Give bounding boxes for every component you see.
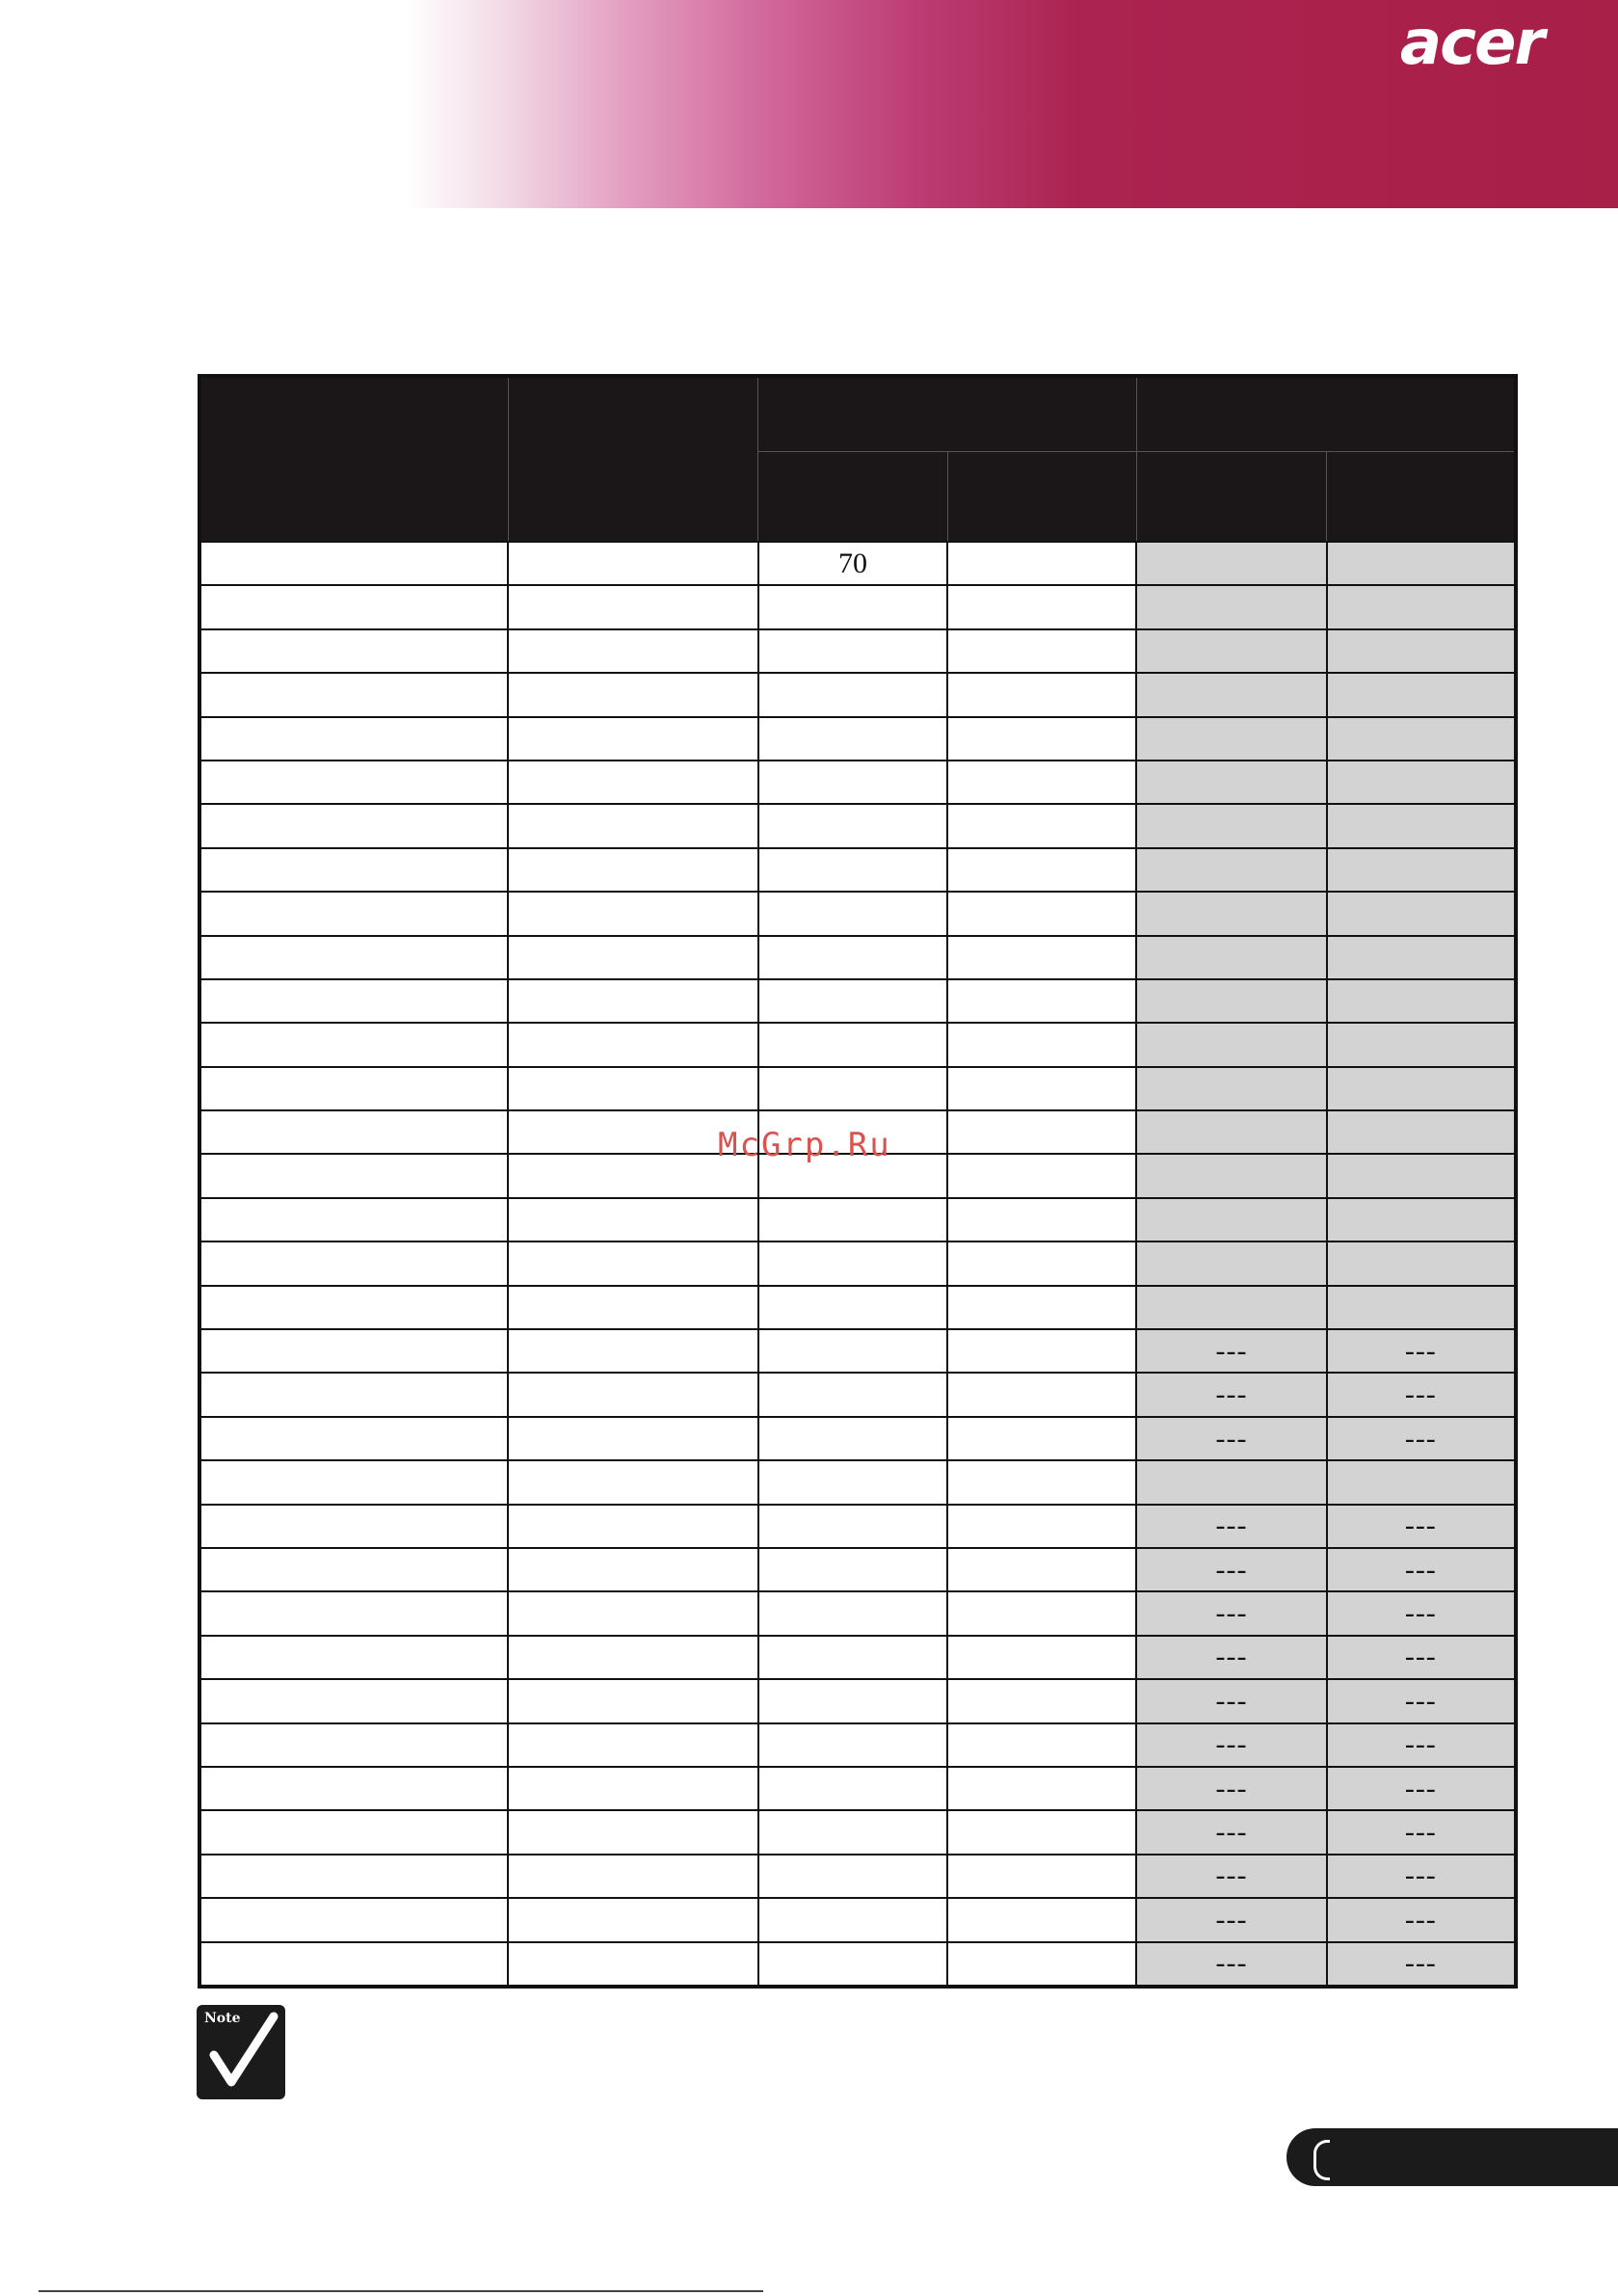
table-cell [758,936,947,979]
table-cell: --- [1327,1373,1516,1416]
note-label: Note [204,2011,241,2026]
table-cell [508,1548,758,1591]
table-cell [947,761,1136,804]
page-bracket-icon [1313,2140,1330,2180]
table-row [199,673,1516,716]
table-cell [199,1154,508,1197]
table-cell [758,1505,947,1548]
table-cell [199,1855,508,1898]
table-cell [1136,1198,1326,1241]
table-cell [508,1591,758,1635]
table-cell [199,1023,508,1066]
table-cell [1136,848,1326,892]
header-subcell-1 [758,452,947,543]
table-cell [508,1373,758,1416]
table-cell [199,1898,508,1941]
table-row [199,1810,1516,1854]
table-cell [199,1241,508,1285]
table-cell [199,629,508,673]
table-cell: --- [1327,1855,1516,1898]
table-cell [199,1505,508,1548]
table-cell [947,1460,1136,1504]
table-cell [508,1810,758,1854]
table-row [199,717,1516,761]
table-row [199,1942,1516,1987]
table-cell [947,979,1136,1023]
table-cell [1327,1067,1516,1110]
table-cell [508,804,758,847]
table-cell: --- [1136,1810,1326,1854]
table-cell [1136,542,1326,585]
table-cell [199,1198,508,1241]
table-cell: --- [1136,1548,1326,1591]
table-row [199,1373,1516,1416]
table-cell [1136,1460,1326,1504]
table-cell [1136,1110,1326,1154]
table-cell [508,1505,758,1548]
table-cell [199,1767,508,1810]
table-row [199,1591,1516,1635]
table-cell [758,761,947,804]
table-cell [508,1417,758,1460]
table-cell [1327,892,1516,935]
table-cell [758,629,947,673]
table-cell [947,673,1136,716]
table-cell [758,717,947,761]
table-cell [758,1723,947,1767]
table-cell [508,1198,758,1241]
table-cell [1327,585,1516,628]
table-cell [1136,936,1326,979]
table-cell [1327,1154,1516,1197]
table-row [199,936,1516,979]
table-row [199,629,1516,673]
table-row [199,979,1516,1023]
header-cell-1 [199,376,508,542]
table-cell [758,1373,947,1416]
table-cell [758,1067,947,1110]
bottom-rule [39,2290,763,2292]
table-cell [1327,1241,1516,1285]
table-row [199,1505,1516,1548]
header-subcell-2 [947,452,1136,543]
table-row [199,848,1516,892]
header-banner [0,0,1618,208]
table-cell [947,1198,1136,1241]
table-cell [508,1023,758,1066]
table-cell [758,1023,947,1066]
table-cell [508,1767,758,1810]
table-cell: --- [1327,1898,1516,1941]
table-cell: --- [1327,1548,1516,1591]
table-row [199,1679,1516,1722]
table-cell [1136,1154,1326,1197]
table-cell: --- [1136,1329,1326,1373]
table-body [199,542,1516,1987]
table-cell [199,1286,508,1329]
table-header [199,376,1516,542]
table-cell [947,1942,1136,1987]
table-cell [1327,1198,1516,1241]
table-cell [508,542,758,585]
table-cell [199,804,508,847]
table-cell [508,585,758,628]
table-cell [1327,761,1516,804]
table-cell: --- [1136,1417,1326,1460]
table-cell [758,1810,947,1854]
header-cell-2 [508,376,758,542]
table-cell [199,1460,508,1504]
table-cell [947,717,1136,761]
table-cell: --- [1327,1636,1516,1679]
table-cell [1136,673,1326,716]
table-cell [947,585,1136,628]
header-group-1 [758,376,1137,452]
table-cell [947,892,1136,935]
table-cell [947,1023,1136,1066]
table-cell [508,1898,758,1941]
table-row [199,585,1516,628]
table-row [199,1548,1516,1591]
table-cell [199,585,508,628]
table-cell [758,1198,947,1241]
table-cell [947,1767,1136,1810]
table-cell [199,761,508,804]
table-row [199,761,1516,804]
table-cell [1136,979,1326,1023]
table-cell [758,673,947,716]
table-cell [1327,1110,1516,1154]
table-cell [947,1810,1136,1854]
table-cell [947,1286,1136,1329]
table-row [199,1329,1516,1373]
table-cell [508,629,758,673]
table-cell [199,1417,508,1460]
table-cell [1327,673,1516,716]
table-row [199,1067,1516,1110]
table-cell [199,936,508,979]
table-cell [1136,585,1326,628]
table-cell [199,717,508,761]
table-cell [199,1110,508,1154]
table-cell [1327,1023,1516,1066]
table-cell [947,1241,1136,1285]
table-cell [758,1636,947,1679]
table-cell [947,1154,1136,1197]
table-cell [758,1855,947,1898]
table-cell [758,804,947,847]
table-row [199,1198,1516,1241]
table-cell [199,1329,508,1373]
table-cell [508,1942,758,1987]
table-row [199,1023,1516,1066]
table-cell: --- [1327,1417,1516,1460]
table-cell [947,804,1136,847]
table-cell [758,1591,947,1635]
table-row [199,1855,1516,1898]
table-cell [1136,717,1326,761]
table-cell: --- [1136,1855,1326,1898]
table-cell [758,585,947,628]
table-cell: --- [1136,1767,1326,1810]
table-cell: --- [1136,1505,1326,1548]
table-cell [947,1855,1136,1898]
table-cell [947,1110,1136,1154]
table-cell [1327,1460,1516,1504]
table-cell [1136,892,1326,935]
table-cell [199,1679,508,1722]
table-row [199,1767,1516,1810]
table-cell [508,1855,758,1898]
table-cell [1136,1023,1326,1066]
table-cell: --- [1327,1810,1516,1854]
table-row [199,1898,1516,1941]
acer-logo: acer [1399,8,1543,79]
table-cell: --- [1327,1591,1516,1635]
table-cell: --- [1136,1723,1326,1767]
table-cell [199,1723,508,1767]
table-cell: --- [1136,1373,1326,1416]
table-cell [199,1067,508,1110]
header-group-2 [1136,376,1516,452]
table-row [199,542,1516,585]
table-cell [508,1723,758,1767]
table-cell [947,1373,1136,1416]
table-row [199,1286,1516,1329]
table-cell [199,1548,508,1591]
table-cell [947,1548,1136,1591]
table-cell [508,1636,758,1679]
table-cell [199,979,508,1023]
table-cell: 70 [758,542,947,585]
table-cell: --- [1327,1329,1516,1373]
table-cell [1136,1286,1326,1329]
table-row [199,1723,1516,1767]
table-cell [758,979,947,1023]
table-cell [1327,542,1516,585]
table-row [199,804,1516,847]
table-cell [199,1591,508,1635]
watermark-text: McGrp.Ru [718,1126,891,1164]
table-cell [508,936,758,979]
table-cell [508,1460,758,1504]
table-row [199,1460,1516,1504]
table-cell [947,848,1136,892]
table-cell [758,1460,947,1504]
table-cell [508,1241,758,1285]
table-cell [199,673,508,716]
table-cell [199,1373,508,1416]
table-row [199,892,1516,935]
table-cell: --- [1327,1767,1516,1810]
table-cell: --- [1327,1679,1516,1722]
table-cell [947,1898,1136,1941]
table-cell: --- [1136,1591,1326,1635]
table-cell [947,1636,1136,1679]
table-cell [758,1898,947,1941]
table-cell [508,761,758,804]
table-cell [508,1679,758,1722]
table-cell [947,629,1136,673]
table-cell: --- [1327,1505,1516,1548]
table-cell [1136,1241,1326,1285]
table-cell: --- [1136,1636,1326,1679]
spec-table-container [198,374,1518,1989]
table-cell [1136,629,1326,673]
table-row [199,1241,1516,1285]
table-cell [199,1942,508,1987]
table-cell [758,848,947,892]
table-cell [508,892,758,935]
table-cell [947,936,1136,979]
table-cell [947,1505,1136,1548]
table-cell [508,1329,758,1373]
table-cell [508,1067,758,1110]
table-cell [199,892,508,935]
table-cell [1327,629,1516,673]
table-cell [758,1417,947,1460]
table-cell [1327,804,1516,847]
table-cell [1327,848,1516,892]
table-cell [199,1636,508,1679]
table-cell [758,1241,947,1285]
table-cell: --- [1136,1679,1326,1722]
table-cell [758,892,947,935]
table-cell [758,1286,947,1329]
table-cell [1136,1067,1326,1110]
table-cell [1327,979,1516,1023]
table-cell [947,1679,1136,1722]
table-cell [1327,1286,1516,1329]
table-cell [1136,761,1326,804]
table-cell: --- [1327,1942,1516,1987]
header-subcell-3 [1136,452,1326,543]
table-cell [758,1679,947,1722]
table-cell [947,1417,1136,1460]
table-cell: --- [1136,1898,1326,1941]
table-cell [947,1329,1136,1373]
table-cell [947,1067,1136,1110]
table-cell [508,717,758,761]
table-cell [758,1942,947,1987]
table-cell [1327,717,1516,761]
table-row [199,1636,1516,1679]
table-cell: --- [1136,1942,1326,1987]
table-cell [947,542,1136,585]
header-subcell-4 [1327,452,1516,543]
spec-table [198,374,1518,1989]
note-check-icon [197,2005,285,2099]
table-cell [1327,936,1516,979]
table-cell [508,1286,758,1329]
table-cell [508,979,758,1023]
table-cell [508,673,758,716]
table-cell: --- [1327,1723,1516,1767]
table-cell [758,1767,947,1810]
page-number-tab [1286,2128,1618,2186]
table-cell [199,1810,508,1854]
table-cell [758,1548,947,1591]
table-cell [199,848,508,892]
table-row [199,1417,1516,1460]
table-cell [947,1591,1136,1635]
table-cell [758,1329,947,1373]
table-cell [1136,804,1326,847]
table-cell [199,542,508,585]
table-cell [947,1723,1136,1767]
table-cell [508,848,758,892]
